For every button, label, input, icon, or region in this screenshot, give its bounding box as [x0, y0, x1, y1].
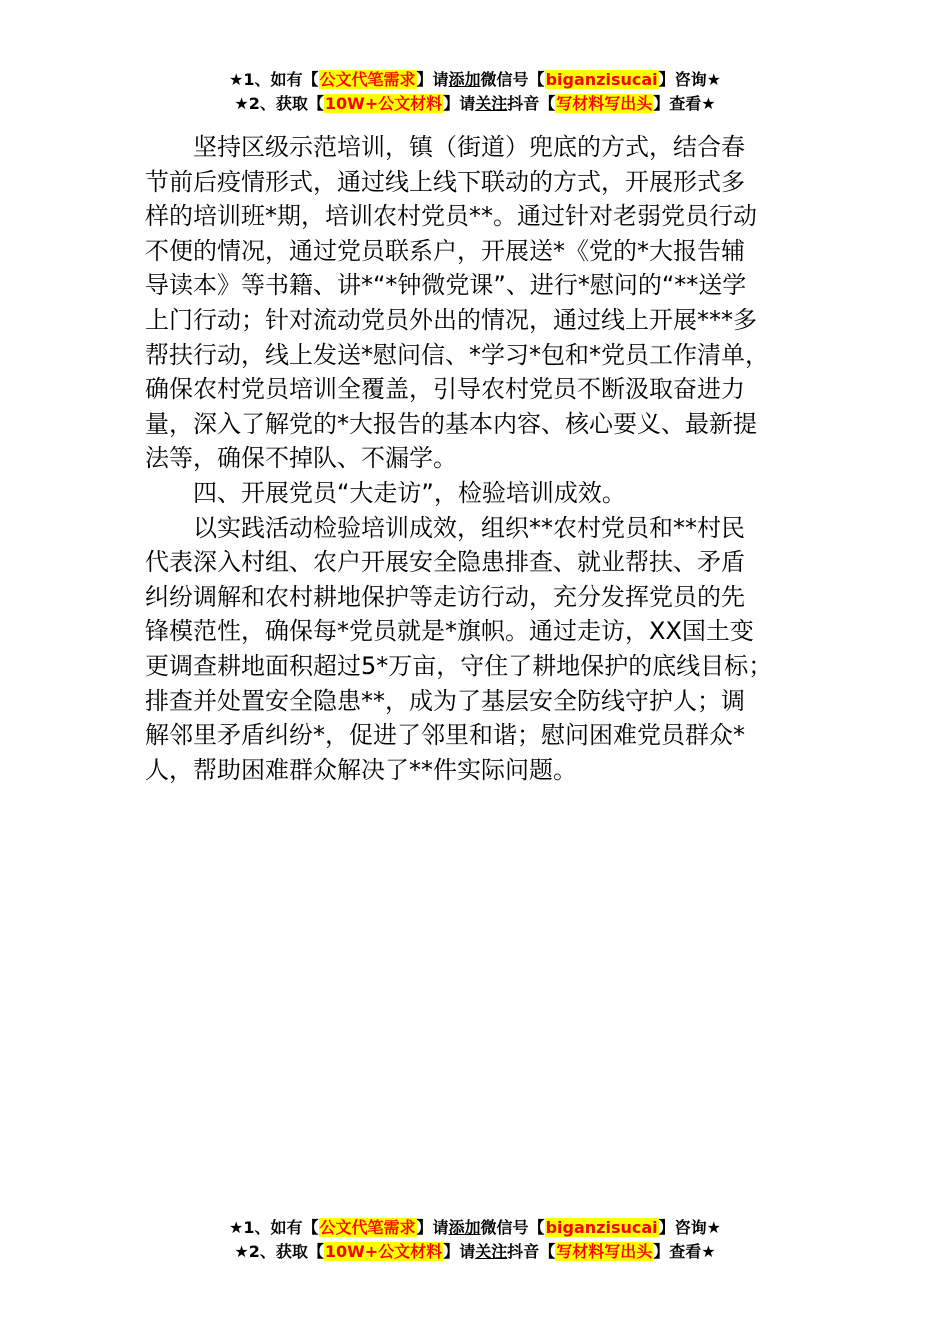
emphasis-text: 关注	[475, 1242, 508, 1261]
banner-line-1	[0, 68, 950, 92]
text-line: 排查并处置安全隐患**，成为了基层安全防线守护人；调	[145, 686, 745, 715]
highlight-text: 10W+公文材料	[324, 94, 443, 113]
text-line: 代表深入村组、农户开展安全隐患排查、就业帮扶、矛盾	[145, 548, 745, 577]
paragraph-1	[145, 130, 835, 476]
banner-text: ★2、获取【	[234, 94, 324, 113]
text-line: 法等，确保不掉队、不漏学。	[145, 444, 457, 473]
highlight-text: 公文代笔需求	[319, 1218, 416, 1237]
document-body	[145, 130, 835, 787]
text-line: 确保农村党员培训全覆盖，引导农村党员不断汲取奋进力	[145, 375, 745, 404]
text-line: 坚持区级示范培训，镇（街道）兜底的方式，结合春	[193, 133, 745, 161]
banner-text: 】咨询★	[658, 1218, 721, 1237]
text-line: 以实践活动检验培训成效，组织**农村党员和**村民	[193, 513, 745, 542]
banner-line-1	[0, 1216, 950, 1240]
paragraph-2	[145, 511, 835, 788]
banner-text: 抖音【	[507, 1242, 556, 1261]
text-line: 节前后疫情形式，通过线上线下联动的方式，开展形式多	[145, 167, 745, 196]
banner-text: ★2、获取【	[234, 1242, 324, 1261]
text-line: 人，帮助困难群众解决了**件实际问题。	[145, 755, 577, 784]
text-line: 锋模范性，确保每*党员就是*旗帜。通过走访，XX国土变	[145, 617, 754, 646]
text-line: 更调查耕地面积超过5*万亩，守住了耕地保护的底线目标；	[145, 651, 773, 680]
text-line: 不便的情况，通过党员联系户，开展送*《党的*大报告辅	[145, 236, 745, 265]
text-line: 样的培训班*期，培训农村党员**。通过针对老弱党员行动	[145, 202, 757, 231]
highlight-text: 写材料写出头	[556, 1242, 653, 1261]
banner-text: 】咨询★	[658, 70, 721, 89]
banner-line-2	[0, 1240, 950, 1264]
banner-text: ★1、如有【	[229, 1218, 319, 1237]
text-line: 解邻里矛盾纠纷*，促进了邻里和谐；慰问困难党员群众*	[145, 721, 745, 750]
section-heading: 四、开展党员“大走访”，检验培训成效。	[193, 478, 626, 507]
text-line: 帮扶行动，线上发送*慰问信、*学习*包和*党员工作清单，	[145, 340, 769, 369]
emphasis-text: 添加	[448, 70, 481, 89]
highlight-text: 公文代笔需求	[319, 70, 416, 89]
emphasis-text: 关注	[475, 94, 508, 113]
highlight-text: biganzisucai	[545, 1218, 658, 1237]
banner-text: 】查看★	[653, 94, 716, 113]
text-line: 量，深入了解党的*大报告的基本内容、核心要义、最新提	[145, 409, 757, 438]
banner-line-2	[0, 92, 950, 116]
emphasis-text: 添加	[448, 1218, 481, 1237]
banner-text: 抖音【	[507, 94, 556, 113]
highlight-text: 10W+公文材料	[324, 1242, 443, 1261]
header-banner	[0, 68, 950, 116]
text-line: 纠纷调解和农村耕地保护等走访行动，充分发挥党员的先	[145, 582, 745, 611]
highlight-text: 写材料写出头	[556, 94, 653, 113]
banner-text: 】请	[443, 94, 476, 113]
banner-text: 】请	[443, 1242, 476, 1261]
banner-text: 微信号【	[480, 70, 545, 89]
highlight-text: biganzisucai	[545, 70, 658, 89]
banner-text: 】请	[416, 70, 449, 89]
text-line: 上门行动；针对流动党员外出的情况，通过线上开展***多	[145, 305, 757, 334]
banner-text: ★1、如有【	[229, 70, 319, 89]
footer-banner	[0, 1216, 950, 1264]
banner-text: 】查看★	[653, 1242, 716, 1261]
text-line: 导读本》等书籍、讲*“*钟微党课”、进行*慰问的“**送学	[145, 271, 747, 300]
banner-text: 微信号【	[480, 1218, 545, 1237]
banner-text: 】请	[416, 1218, 449, 1237]
